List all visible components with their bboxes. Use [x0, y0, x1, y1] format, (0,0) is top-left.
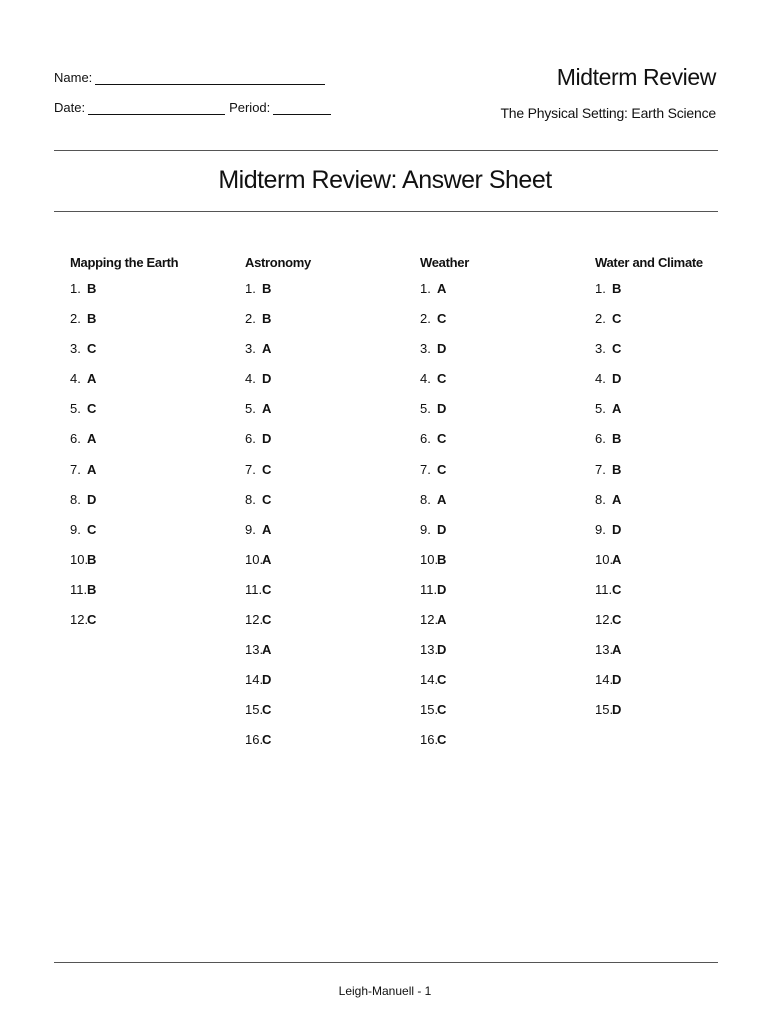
column-heading: Astronomy: [245, 255, 311, 270]
answer-row: [420, 642, 590, 672]
question-number: 15.: [245, 702, 264, 718]
answer-letter: D: [437, 521, 447, 537]
answer-letter: C: [262, 581, 272, 597]
answer-letter: A: [612, 401, 622, 417]
answer-letter: C: [87, 401, 97, 417]
answer-letter: B: [437, 551, 447, 567]
answer-row: [595, 341, 765, 371]
answer-letter: C: [262, 491, 272, 507]
answer-letter: B: [87, 281, 97, 296]
answer-letter: C: [437, 732, 447, 748]
answer-letter: C: [437, 672, 447, 688]
answer-letter: C: [87, 612, 97, 628]
question-number: 4.: [420, 371, 431, 387]
question-number: 3.: [70, 341, 81, 357]
answer-row: [245, 281, 415, 311]
question-number: 7.: [245, 461, 256, 477]
answer-column: [70, 255, 240, 642]
answer-row: [70, 431, 240, 461]
answer-row: [595, 702, 765, 732]
answer-row: [420, 281, 590, 311]
question-number: 14.: [245, 672, 264, 688]
answer-row: [70, 612, 240, 642]
answer-column: [245, 255, 415, 763]
answer-letter: A: [262, 341, 272, 357]
answer-letter: D: [262, 672, 272, 688]
question-number: 9.: [420, 521, 431, 537]
question-number: 10.: [245, 551, 264, 567]
answer-row: [245, 672, 415, 702]
question-number: 11.: [245, 581, 263, 597]
answer-row: [70, 281, 240, 311]
question-number: 11.: [595, 581, 613, 597]
top-divider: [54, 150, 718, 151]
question-number: 14.: [420, 672, 439, 688]
column-heading: Mapping the Earth: [70, 255, 179, 270]
answer-letter: D: [612, 702, 622, 718]
answer-row: [70, 401, 240, 431]
answer-letter: B: [612, 461, 622, 477]
question-number: 7.: [420, 461, 431, 477]
name-label: Name:: [54, 70, 93, 85]
answer-column: [595, 255, 765, 732]
answer-letter: B: [612, 281, 622, 296]
answer-row: [70, 582, 240, 612]
question-number: 12.: [70, 612, 89, 628]
answer-row: [595, 522, 765, 552]
answer-row: [420, 341, 590, 371]
answer-letter: A: [87, 371, 97, 387]
answer-row: [420, 492, 590, 522]
question-number: 3.: [245, 341, 256, 357]
answer-letter: A: [87, 461, 97, 477]
answer-letter: A: [612, 551, 622, 567]
question-number: 10.: [595, 551, 614, 567]
column-heading: Water and Climate: [595, 255, 703, 270]
answer-letter: C: [262, 461, 272, 477]
answer-row: [70, 311, 240, 341]
question-number: 11.: [420, 581, 438, 597]
answer-letter: B: [612, 431, 622, 447]
answer-letter: B: [262, 281, 272, 296]
answer-letter: B: [87, 311, 97, 327]
answer-row: [595, 431, 765, 461]
answer-letter: A: [262, 551, 272, 567]
answer-row: [420, 672, 590, 702]
answer-row: [245, 401, 415, 431]
answer-row: [245, 492, 415, 522]
answer-row: [245, 341, 415, 371]
answer-letter: D: [612, 371, 622, 387]
question-number: 13.: [245, 642, 264, 658]
answer-row: [595, 311, 765, 341]
document-title: Midterm Review: [556, 64, 716, 90]
answer-letter: C: [87, 341, 97, 357]
answer-row: [420, 401, 590, 431]
answer-row: [245, 431, 415, 461]
answer-row: [420, 732, 590, 762]
question-number: 16.: [420, 732, 439, 748]
question-number: 8.: [245, 491, 256, 507]
answer-letter: A: [437, 612, 447, 628]
answer-row: [245, 311, 415, 341]
answer-letter: A: [437, 491, 447, 507]
question-number: 4.: [595, 371, 606, 387]
answer-row: [595, 462, 765, 492]
answer-letter: B: [87, 551, 97, 567]
page-title: Midterm Review: Answer Sheet: [218, 166, 552, 194]
answer-letter: D: [87, 491, 97, 507]
question-number: 5.: [595, 401, 606, 417]
name-blank: [95, 70, 325, 85]
answer-letter: A: [437, 281, 447, 296]
answer-row: [245, 371, 415, 401]
question-number: 4.: [70, 371, 81, 387]
answer-letter: C: [87, 521, 97, 537]
question-number: 4.: [245, 371, 256, 387]
question-number: 6.: [420, 431, 431, 447]
answer-row: [245, 612, 415, 642]
question-number: 6.: [595, 431, 606, 447]
answer-row: [245, 702, 415, 732]
answer-letter: C: [437, 311, 447, 327]
document-subtitle: The Physical Setting: Earth Science: [500, 105, 716, 121]
answer-letter: D: [262, 431, 272, 447]
answer-row: [245, 642, 415, 672]
answer-row: [70, 492, 240, 522]
answer-row: [245, 732, 415, 762]
question-number: 13.: [595, 642, 614, 658]
answer-letter: A: [262, 401, 272, 417]
question-number: 16.: [245, 732, 264, 748]
answer-letter: A: [612, 642, 622, 658]
answer-row: [595, 492, 765, 522]
answer-row: [70, 341, 240, 371]
question-number: 2.: [70, 311, 81, 327]
answer-column: [420, 255, 590, 763]
answer-letter: B: [262, 311, 272, 327]
question-number: 1.: [595, 281, 606, 296]
question-number: 6.: [245, 431, 256, 447]
question-number: 13.: [420, 642, 439, 658]
question-number: 1.: [70, 281, 81, 296]
answer-letter: C: [612, 612, 622, 628]
question-number: 15.: [420, 702, 439, 718]
question-number: 5.: [420, 401, 431, 417]
answer-letter: C: [612, 341, 622, 357]
answer-letter: C: [262, 612, 272, 628]
answer-letter: D: [612, 672, 622, 688]
question-number: 8.: [595, 491, 606, 507]
answer-row: [245, 582, 415, 612]
answer-row: [595, 401, 765, 431]
answer-letter: C: [262, 702, 272, 718]
question-number: 15.: [595, 702, 614, 718]
answer-letter: C: [437, 431, 447, 447]
answer-letter: A: [87, 431, 97, 447]
answer-row: [420, 371, 590, 401]
document-header: [500, 64, 716, 121]
question-number: 11.: [70, 581, 88, 597]
question-number: 1.: [245, 281, 256, 296]
answer-row: [595, 552, 765, 582]
period-blank: [273, 100, 331, 115]
name-row: [54, 70, 331, 100]
page-footer: Leigh-Manuell - 1: [338, 984, 432, 998]
question-number: 2.: [595, 311, 606, 327]
answer-letter: B: [87, 581, 97, 597]
answer-row: [420, 462, 590, 492]
answer-letter: D: [612, 521, 622, 537]
question-number: 8.: [420, 491, 431, 507]
answer-row: [595, 612, 765, 642]
answer-row: [595, 281, 765, 311]
answer-row: [245, 552, 415, 582]
date-blank: [88, 100, 225, 115]
answer-row: [420, 522, 590, 552]
answer-letter: C: [612, 311, 622, 327]
answer-letter: C: [437, 702, 447, 718]
question-number: 10.: [420, 551, 439, 567]
question-number: 9.: [595, 521, 606, 537]
question-number: 2.: [245, 311, 256, 327]
question-number: 6.: [70, 431, 81, 447]
answer-letter: A: [262, 521, 272, 537]
question-number: 5.: [245, 401, 256, 417]
answer-letter: C: [437, 461, 447, 477]
date-period-row: [54, 100, 331, 130]
answer-row: [420, 311, 590, 341]
question-number: 12.: [420, 612, 439, 628]
question-number: 3.: [420, 341, 431, 357]
answer-row: [420, 612, 590, 642]
title-divider: [54, 211, 718, 212]
answer-row: [420, 582, 590, 612]
question-number: 10.: [70, 551, 89, 567]
answer-row: [70, 552, 240, 582]
answer-row: [420, 552, 590, 582]
answer-letter: D: [437, 581, 447, 597]
answer-letter: C: [262, 732, 272, 748]
answer-row: [595, 371, 765, 401]
date-label: Date:: [54, 100, 86, 115]
answer-row: [245, 462, 415, 492]
question-number: 1.: [420, 281, 431, 296]
answer-letter: A: [262, 642, 272, 658]
question-number: 5.: [70, 401, 81, 417]
answer-row: [595, 672, 765, 702]
answer-letter: D: [262, 371, 272, 387]
answer-row: [420, 702, 590, 732]
answer-row: [70, 522, 240, 552]
answer-letter: D: [437, 341, 447, 357]
answer-letter: C: [437, 371, 447, 387]
column-heading: Weather: [420, 255, 469, 270]
question-number: 14.: [595, 672, 614, 688]
question-number: 9.: [245, 521, 256, 537]
question-number: 12.: [595, 612, 614, 628]
answer-letter: C: [612, 581, 622, 597]
question-number: 7.: [595, 461, 606, 477]
answer-row: [420, 431, 590, 461]
answer-row: [595, 642, 765, 672]
answer-letter: A: [612, 491, 622, 507]
answer-letter: D: [437, 401, 447, 417]
period-label: Period:: [229, 100, 271, 115]
answer-row: [70, 371, 240, 401]
footer-divider: [54, 962, 718, 963]
question-number: 3.: [595, 341, 606, 357]
answer-row: [595, 582, 765, 612]
answer-letter: D: [437, 642, 447, 658]
question-number: 7.: [70, 461, 81, 477]
question-number: 8.: [70, 491, 81, 507]
student-info: [54, 70, 331, 130]
answer-row: [245, 522, 415, 552]
question-number: 9.: [70, 521, 81, 537]
question-number: 12.: [245, 612, 264, 628]
question-number: 2.: [420, 311, 431, 327]
answer-row: [70, 462, 240, 492]
